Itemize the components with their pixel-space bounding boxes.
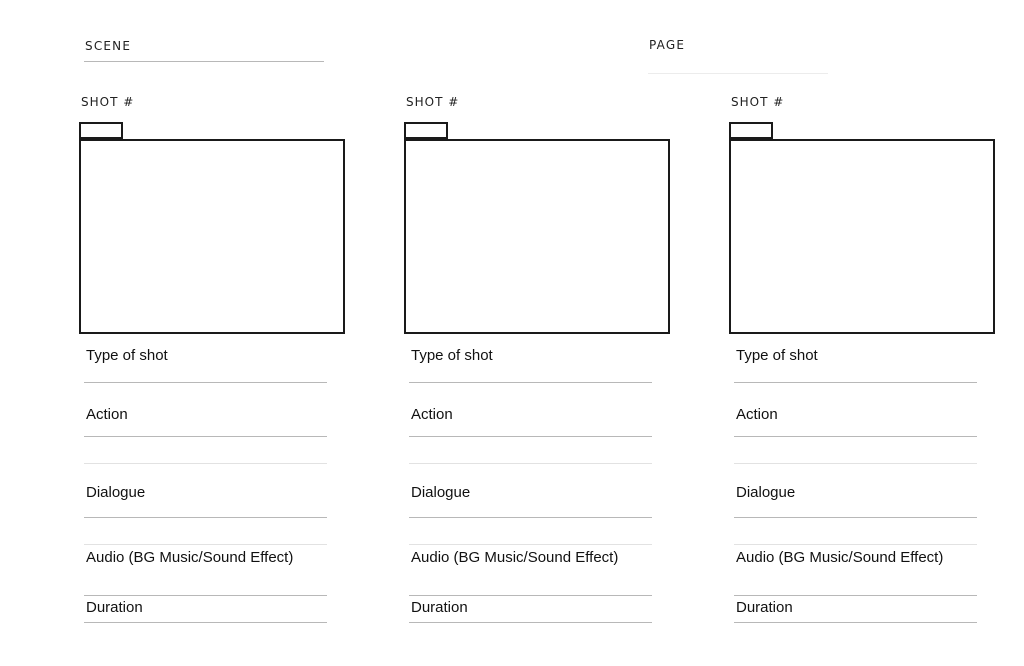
type-of-shot-label: Type of shot <box>411 347 493 364</box>
sketch-frame[interactable] <box>79 139 345 334</box>
action-line-2[interactable] <box>84 463 327 464</box>
shot-number-label: SHOT # <box>81 95 135 109</box>
sketch-frame[interactable] <box>404 139 670 334</box>
shot-number-label: SHOT # <box>731 95 785 109</box>
dialogue-line-2[interactable] <box>84 544 327 545</box>
action-label: Action <box>411 406 453 423</box>
storyboard-panel <box>729 0 999 666</box>
dialogue-line[interactable] <box>734 517 977 518</box>
audio-label: Audio (BG Music/Sound Effect) <box>86 549 294 566</box>
audio-label: Audio (BG Music/Sound Effect) <box>736 549 944 566</box>
scene-label: SCENE <box>85 39 132 53</box>
action-line-2[interactable] <box>409 463 652 464</box>
shot-number-box[interactable] <box>729 122 773 139</box>
action-line-2[interactable] <box>734 463 977 464</box>
page-label: PAGE <box>649 38 686 52</box>
shot-number-box[interactable] <box>79 122 123 139</box>
action-line[interactable] <box>409 436 652 437</box>
type-of-shot-line[interactable] <box>409 382 652 383</box>
action-line[interactable] <box>734 436 977 437</box>
type-of-shot-label: Type of shot <box>736 347 818 364</box>
duration-line[interactable] <box>84 622 327 623</box>
type-of-shot-line[interactable] <box>84 382 327 383</box>
duration-line[interactable] <box>734 622 977 623</box>
type-of-shot-label: Type of shot <box>86 347 168 364</box>
shot-number-box[interactable] <box>404 122 448 139</box>
audio-line[interactable] <box>734 595 977 596</box>
storyboard-panel <box>404 0 674 666</box>
duration-label: Duration <box>86 599 143 616</box>
duration-label: Duration <box>411 599 468 616</box>
audio-line[interactable] <box>409 595 652 596</box>
dialogue-line-2[interactable] <box>409 544 652 545</box>
dialogue-line-2[interactable] <box>734 544 977 545</box>
audio-label: Audio (BG Music/Sound Effect) <box>411 549 619 566</box>
storyboard-panel <box>79 0 349 666</box>
action-line[interactable] <box>84 436 327 437</box>
audio-line[interactable] <box>84 595 327 596</box>
dialogue-line[interactable] <box>409 517 652 518</box>
dialogue-label: Dialogue <box>411 484 471 501</box>
action-label: Action <box>86 406 128 423</box>
shot-number-label: SHOT # <box>406 95 460 109</box>
duration-line[interactable] <box>409 622 652 623</box>
dialogue-label: Dialogue <box>736 484 796 501</box>
dialogue-line[interactable] <box>84 517 327 518</box>
sketch-frame[interactable] <box>729 139 995 334</box>
type-of-shot-line[interactable] <box>734 382 977 383</box>
duration-label: Duration <box>736 599 793 616</box>
dialogue-label: Dialogue <box>86 484 146 501</box>
action-label: Action <box>736 406 778 423</box>
